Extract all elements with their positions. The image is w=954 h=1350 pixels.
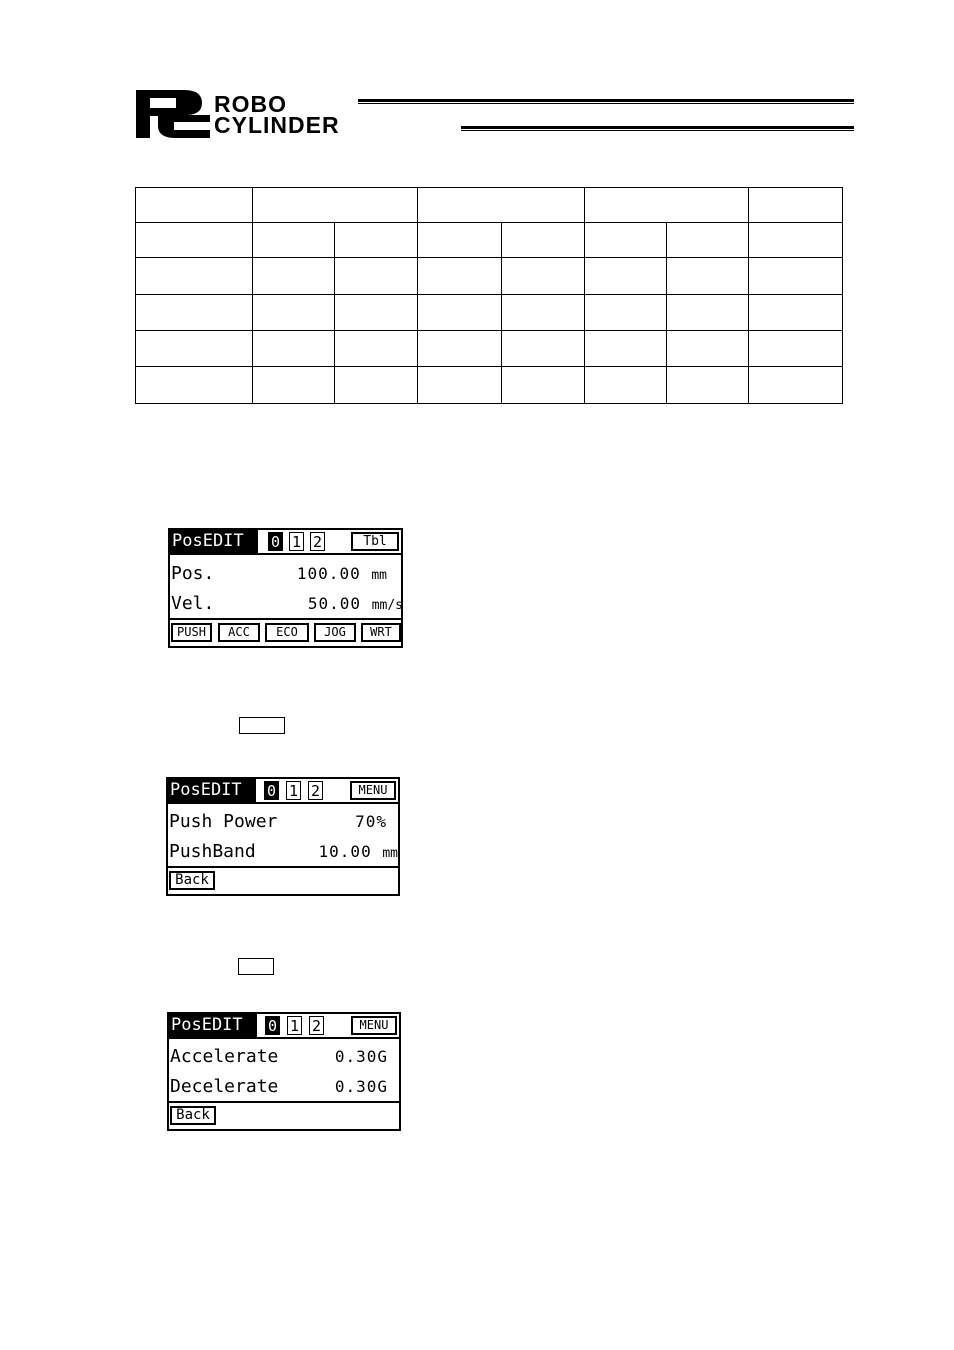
table-row	[136, 331, 843, 367]
screen-title: PosEDIT	[170, 530, 258, 553]
lcd-titlebar	[170, 530, 401, 555]
row-marker	[136, 367, 252, 370]
page-0-button[interactable]: 0	[265, 1016, 280, 1035]
table-cell	[418, 223, 502, 258]
lcd-screen-acceleration	[167, 1012, 401, 1131]
table-cell	[136, 295, 253, 331]
decelerate-value-group[interactable]	[335, 1072, 387, 1102]
table-cell	[136, 331, 253, 367]
back-button[interactable]: Back	[170, 1106, 216, 1125]
row-marker	[136, 258, 252, 261]
logo-text-robo: ROBO	[214, 91, 287, 117]
accelerate-label: Accelerate	[170, 1046, 279, 1067]
accelerate-value-group[interactable]	[335, 1042, 387, 1072]
table-cell	[136, 188, 253, 223]
vel-value-group[interactable]	[308, 589, 403, 621]
table-row	[136, 367, 843, 404]
screen-title: PosEDIT	[169, 1014, 257, 1037]
lcd-footer	[169, 1101, 399, 1129]
accelerate-value: 0.30	[334, 1047, 378, 1066]
decelerate-row	[169, 1072, 399, 1102]
push-band-value-group[interactable]	[319, 837, 398, 869]
vel-value: 50.00	[307, 594, 362, 613]
pos-label: Pos.	[171, 563, 215, 584]
lcd-footer	[168, 866, 398, 894]
page-1-button[interactable]: 1	[289, 532, 304, 551]
push-band-unit: mm	[382, 846, 398, 861]
page-2-button[interactable]: 2	[310, 532, 325, 551]
key-indicator-box	[238, 958, 274, 975]
table-row-header-1	[136, 188, 843, 223]
acc-button[interactable]: ACC	[218, 623, 260, 642]
push-band-row	[168, 837, 398, 867]
lcd-titlebar	[168, 779, 398, 804]
page-2-button[interactable]: 2	[308, 781, 323, 800]
lcd-titlebar	[169, 1014, 399, 1039]
menu-button[interactable]: MENU	[350, 781, 396, 800]
decelerate-unit: G	[377, 1077, 387, 1096]
push-button[interactable]: PUSH	[171, 623, 212, 642]
robo-cylinder-logo	[136, 90, 856, 140]
screen-title: PosEDIT	[168, 779, 256, 802]
push-power-value-group[interactable]	[355, 807, 386, 837]
table-cell	[502, 223, 585, 258]
lcd-footer	[170, 618, 401, 646]
data-table	[135, 187, 843, 404]
header-rule-bottom	[461, 126, 854, 131]
vel-unit: mm/s	[371, 598, 403, 613]
lcd-screen-push-settings	[166, 777, 400, 896]
tbl-button[interactable]: Tbl	[351, 532, 399, 551]
table-cell	[749, 188, 843, 223]
row-marker	[136, 295, 252, 298]
accelerate-row	[169, 1042, 399, 1072]
row-marker	[136, 331, 252, 334]
key-indicator-box	[239, 717, 285, 734]
pos-row	[170, 559, 401, 589]
jog-button[interactable]: JOG	[314, 623, 356, 642]
table-cell	[585, 223, 667, 258]
page-2-button[interactable]: 2	[309, 1016, 324, 1035]
lcd-screen-position-edit	[168, 528, 403, 648]
table-row	[136, 258, 843, 295]
push-power-label: Push Power	[169, 811, 278, 832]
table-cell	[253, 188, 418, 223]
header-rule-top	[358, 99, 854, 104]
table-cell	[136, 223, 253, 258]
eco-button[interactable]: ECO	[265, 623, 309, 642]
decelerate-value: 0.30	[334, 1077, 378, 1096]
page-0-button[interactable]: 0	[264, 781, 279, 800]
table-cell	[585, 188, 749, 223]
table-cell	[418, 188, 585, 223]
logo-text-cylinder: CYLINDER	[214, 112, 340, 138]
vel-label: Vel.	[171, 593, 215, 614]
table-cell	[667, 223, 749, 258]
table-row-header-2	[136, 223, 843, 258]
wrt-button[interactable]: WRT	[361, 623, 401, 642]
table-row	[136, 295, 843, 331]
table-cell	[136, 258, 253, 295]
push-power-value: 70	[355, 812, 377, 831]
pos-value-group[interactable]	[297, 559, 387, 591]
decelerate-label: Decelerate	[170, 1076, 279, 1097]
vel-row	[170, 589, 401, 619]
table-cell	[749, 223, 843, 258]
table-cell	[335, 223, 418, 258]
back-button[interactable]: Back	[169, 871, 215, 890]
push-power-unit: %	[376, 812, 386, 831]
table-cell	[253, 223, 335, 258]
rc-logo-mark	[136, 90, 210, 138]
page-1-button[interactable]: 1	[286, 781, 301, 800]
table-cell	[136, 367, 253, 404]
push-band-label: PushBand	[169, 841, 256, 862]
accelerate-unit: G	[377, 1047, 387, 1066]
page-1-button[interactable]: 1	[287, 1016, 302, 1035]
page-0-button[interactable]: 0	[268, 532, 283, 551]
pos-unit: mm	[371, 568, 387, 583]
push-power-row	[168, 807, 398, 837]
menu-button[interactable]: MENU	[351, 1016, 397, 1035]
pos-value: 100.00	[296, 564, 361, 583]
push-band-value: 10.00	[318, 842, 372, 861]
